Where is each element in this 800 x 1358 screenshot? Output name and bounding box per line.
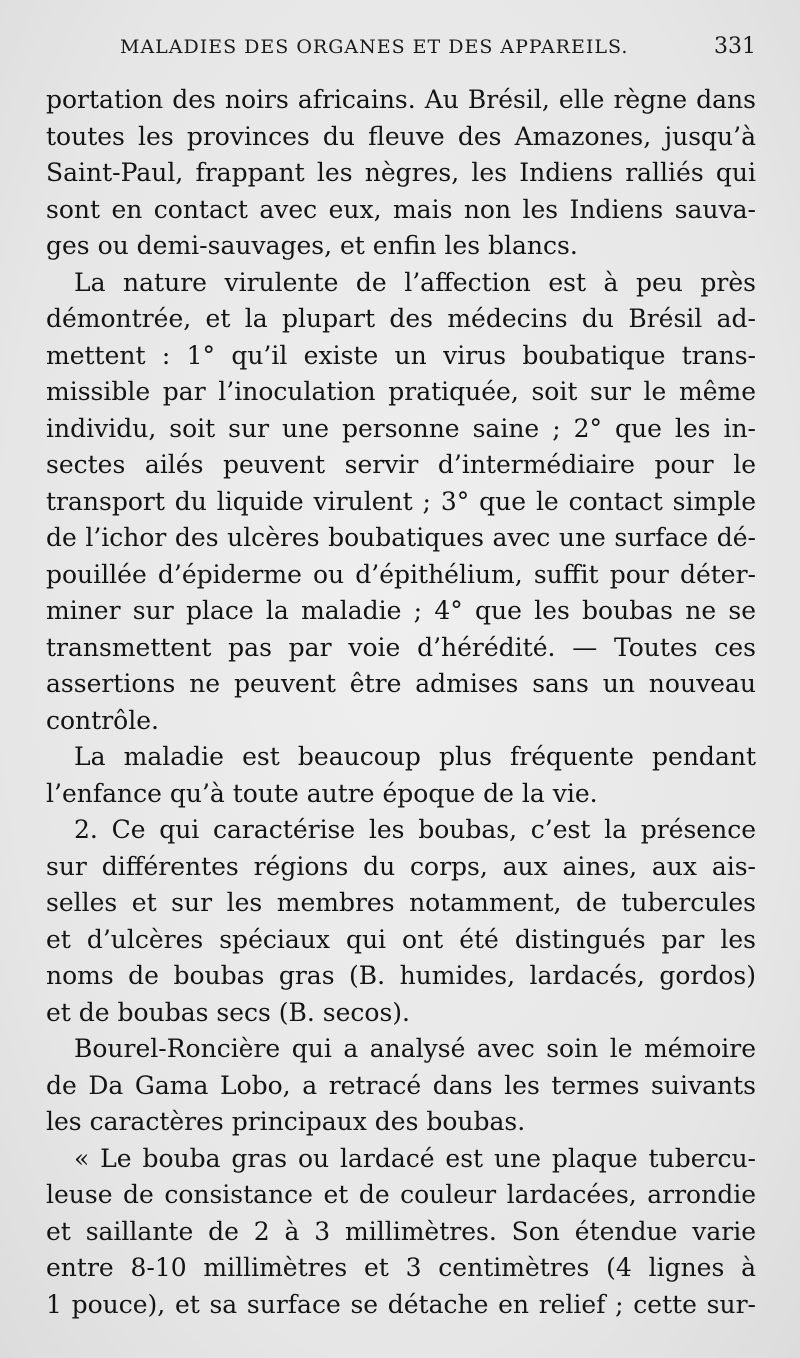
paragraph-first-line: La nature virulente de l’affection est à peu près xyxy=(74,267,756,297)
text-line: selles et sur les membres notamment, de tubercules xyxy=(46,888,756,917)
text-line: pouillée d’épiderme ou d’épithélium, suffit pour déter- xyxy=(46,559,756,589)
page-number: 331 xyxy=(714,34,756,59)
text-line: entre 8-10 millimètres et 3 centimètres (4 lignes à xyxy=(46,1253,756,1282)
text-line: sur différentes régions du corps, aux aines, aux ais- xyxy=(46,851,756,881)
text-line: sont en contact avec eux, mais non les Indiens sauva- xyxy=(46,194,756,224)
text-line: noms de boubas gras (B. humides, lardacés, gordos) xyxy=(46,961,756,990)
text-line: miner sur place la maladie ; 4° que les boubas ne se xyxy=(46,596,756,625)
text-line: les caractères principaux des boubas. xyxy=(46,1107,526,1136)
text-line: missible par l’inoculation pratiquée, soit sur le même xyxy=(46,377,756,406)
text-line: 1 pouce), et sa surface se détache en relief ; cette sur- xyxy=(46,1289,756,1319)
text-line: l’enfance qu’à toute autre époque de la vie. xyxy=(46,778,598,808)
text-line: et de boubas secs (B. secos). xyxy=(46,997,411,1027)
text-line: et saillante de 2 à 3 millimètres. Son étendue varie xyxy=(46,1216,756,1246)
text-line: de l’ichor des ulcères boubatiques avec une surface dé- xyxy=(46,523,756,552)
text-line: toutes les provinces du fleuve des Amazones, jusqu’à xyxy=(46,121,756,151)
paragraph-first-line: 2. Ce qui caractérise les boubas, c’est la présence xyxy=(74,815,756,844)
text-line: sectes ailés peuvent servir d’intermédiaire pour le xyxy=(46,450,756,479)
text-line: contrôle. xyxy=(46,705,159,735)
text-line: et d’ulcères spéciaux qui ont été distingués par les xyxy=(46,924,756,954)
text-line: de Da Gama Lobo, a retracé dans les termes suivants xyxy=(46,1070,756,1100)
paragraph-first-line: La maladie est beaucoup plus fréquente pendant xyxy=(74,742,756,771)
text-line: transmettent pas par voie d’hérédité. — Toutes ces xyxy=(46,632,756,662)
body-text xyxy=(46,82,756,1323)
running-title: MALADIES DES ORGANES ET DES APPAREILS. xyxy=(120,36,629,58)
text-line: démontrée, et la plupart des médecins du Brésil ad- xyxy=(46,304,756,333)
text-line: ges ou demi-sauvages, et enfin les blancs. xyxy=(46,231,578,260)
text-line: assertions ne peuvent être admises sans un nouveau xyxy=(46,669,756,698)
text-line: Saint-Paul, frappant les nègres, les Indiens ralliés qui xyxy=(46,158,756,187)
text-line: individu, soit sur une personne saine ; 2° que les in- xyxy=(46,413,756,443)
text-line: mettent : 1° qu’il existe un virus boubatique trans- xyxy=(46,340,756,370)
text-line: portation des noirs africains. Au Brésil, elle règne dans xyxy=(46,85,756,114)
text-line: transport du liquide virulent ; 3° que le contact simple xyxy=(46,486,756,516)
paragraph-first-line: « Le bouba gras ou lardacé est une plaque tubercu- xyxy=(74,1143,756,1173)
text-line: leuse de consistance et de couleur lardacées, arrondie xyxy=(46,1180,756,1209)
paragraph-first-line: Bourel-Roncière qui a analysé avec soin le mémoire xyxy=(74,1034,756,1063)
